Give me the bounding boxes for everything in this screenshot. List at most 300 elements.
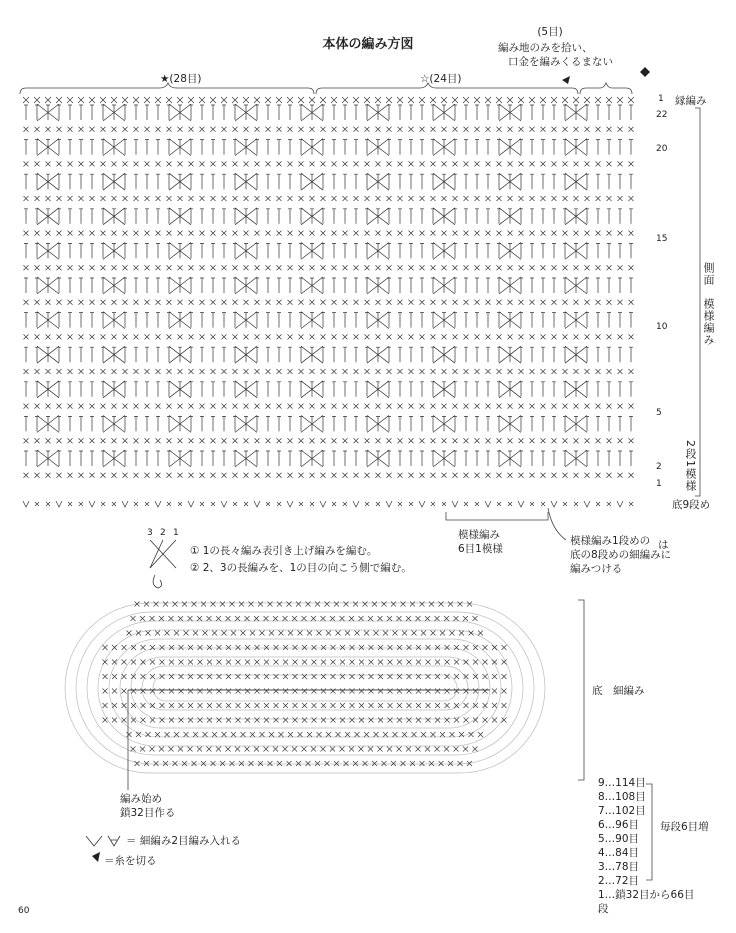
double-crochet-mark xyxy=(409,140,413,155)
single-crochet-mark xyxy=(279,732,284,737)
single-crochet-mark xyxy=(475,196,480,201)
double-crochet-mark xyxy=(486,209,490,224)
double-crochet-mark xyxy=(222,278,226,293)
single-crochet-mark xyxy=(431,334,436,339)
single-crochet-mark xyxy=(188,645,193,650)
double-crochet-mark xyxy=(563,140,567,155)
double-crochet-mark xyxy=(552,416,556,431)
double-crochet-mark xyxy=(409,313,413,328)
double-crochet-mark xyxy=(156,451,160,466)
single-crochet-mark xyxy=(629,334,634,339)
double-crochet-mark xyxy=(398,382,402,397)
double-crochet-mark xyxy=(134,347,138,362)
symbol-num-3: 3 xyxy=(147,528,153,538)
single-crochet-mark xyxy=(293,645,298,650)
single-crochet-mark xyxy=(321,334,326,339)
single-crochet-mark xyxy=(475,404,480,409)
double-crochet-mark xyxy=(530,243,534,258)
single-crochet-mark xyxy=(243,97,249,103)
single-crochet-mark xyxy=(519,161,524,166)
single-crochet-mark xyxy=(563,369,568,374)
double-crochet-mark xyxy=(211,105,215,120)
single-crochet-mark xyxy=(444,747,449,752)
round-5: 5…90目 xyxy=(598,833,640,845)
single-crochet-mark xyxy=(276,97,282,103)
symbol-note-2: ② 2、3の長編みを、1の目の向こう側で編む。 xyxy=(190,562,412,574)
double-crochet-mark xyxy=(409,209,413,224)
single-crochet-mark xyxy=(359,660,364,665)
double-crochet-mark xyxy=(134,243,138,258)
single-crochet-mark xyxy=(188,660,193,665)
double-crochet-mark xyxy=(90,313,94,328)
bottom-stitch-mark xyxy=(277,502,281,506)
double-crochet-mark xyxy=(277,416,281,431)
single-crochet-mark xyxy=(508,300,513,305)
single-crochet-mark xyxy=(200,404,205,409)
single-crochet-mark xyxy=(458,602,463,607)
double-crochet-mark xyxy=(453,243,457,258)
single-crochet-mark xyxy=(283,616,288,621)
bottom-stitch-mark xyxy=(320,501,326,507)
single-crochet-mark xyxy=(442,196,447,201)
bottom-stitch-mark xyxy=(244,502,248,506)
single-crochet-mark xyxy=(245,660,250,665)
double-crochet-mark xyxy=(541,451,545,466)
single-crochet-mark xyxy=(279,631,284,636)
double-crochet-mark xyxy=(541,347,545,362)
single-crochet-mark xyxy=(326,631,331,636)
bottom-stitch-mark xyxy=(89,501,95,507)
single-crochet-mark xyxy=(283,703,288,708)
single-crochet-mark xyxy=(365,473,370,478)
bottom-stitch-mark xyxy=(452,501,458,507)
single-crochet-mark xyxy=(101,404,106,409)
single-crochet-mark xyxy=(288,438,293,443)
legend-increase: ＝ 細編み2目編み入れる xyxy=(126,835,242,847)
single-crochet-mark xyxy=(409,231,414,236)
single-crochet-mark xyxy=(211,231,216,236)
increase-note: 毎段6目増 xyxy=(660,821,709,833)
single-crochet-mark xyxy=(56,97,62,103)
single-crochet-mark xyxy=(298,97,304,103)
double-crochet-mark xyxy=(101,382,105,397)
single-crochet-mark xyxy=(216,747,221,752)
single-crochet-mark xyxy=(288,732,293,737)
double-crochet-mark xyxy=(321,140,325,155)
double-crochet-mark xyxy=(24,209,28,224)
single-crochet-mark xyxy=(596,231,601,236)
double-crochet-mark xyxy=(211,451,215,466)
double-crochet-mark xyxy=(35,140,39,155)
single-crochet-mark xyxy=(378,645,383,650)
bottom-stitch-mark xyxy=(35,502,39,506)
double-crochet-mark xyxy=(563,313,567,328)
double-crochet-mark xyxy=(299,174,303,189)
single-crochet-mark xyxy=(497,196,502,201)
single-crochet-mark xyxy=(264,660,269,665)
double-crochet-mark xyxy=(343,174,347,189)
bottom-stitch-mark xyxy=(485,501,491,507)
double-crochet-mark xyxy=(497,313,501,328)
single-crochet-mark xyxy=(378,703,383,708)
single-crochet-mark xyxy=(122,97,128,103)
single-crochet-mark xyxy=(79,334,84,339)
single-crochet-mark xyxy=(112,265,117,270)
single-crochet-mark xyxy=(454,616,459,621)
double-crochet-mark xyxy=(618,416,622,431)
double-crochet-mark xyxy=(552,278,556,293)
stitch-symbol xyxy=(150,540,176,588)
single-crochet-mark xyxy=(68,265,73,270)
row-label-15: 15 xyxy=(656,234,668,244)
single-crochet-mark xyxy=(398,161,403,166)
single-crochet-mark xyxy=(340,689,345,694)
double-crochet-mark xyxy=(200,105,204,120)
double-crochet-mark xyxy=(189,174,193,189)
single-crochet-mark xyxy=(283,747,288,752)
single-crochet-mark xyxy=(431,127,436,132)
single-crochet-mark xyxy=(167,438,172,443)
single-crochet-mark xyxy=(607,231,612,236)
single-crochet-mark xyxy=(233,196,238,201)
single-crochet-mark xyxy=(463,747,468,752)
double-crochet-mark xyxy=(387,174,391,189)
double-crochet-mark xyxy=(596,140,600,155)
single-crochet-mark xyxy=(340,660,345,665)
single-crochet-mark xyxy=(393,631,398,636)
single-crochet-mark xyxy=(145,231,150,236)
double-crochet-mark xyxy=(585,174,589,189)
single-crochet-mark xyxy=(331,660,336,665)
single-crochet-mark xyxy=(530,438,535,443)
double-crochet-mark xyxy=(101,278,105,293)
single-crochet-mark xyxy=(292,747,297,752)
double-crochet-mark xyxy=(288,140,292,155)
single-crochet-mark xyxy=(178,161,183,166)
single-crochet-mark xyxy=(420,404,425,409)
single-crochet-mark xyxy=(552,196,557,201)
single-crochet-mark xyxy=(35,438,40,443)
single-crochet-mark xyxy=(79,265,84,270)
single-crochet-mark xyxy=(189,473,194,478)
single-crochet-mark xyxy=(245,747,250,752)
base-round-outline xyxy=(120,648,490,728)
single-crochet-mark xyxy=(46,161,51,166)
double-crochet-mark xyxy=(156,278,160,293)
single-crochet-mark xyxy=(235,747,240,752)
single-crochet-mark xyxy=(376,196,381,201)
single-crochet-mark xyxy=(441,97,447,103)
single-crochet-mark xyxy=(596,265,601,270)
double-crochet-mark xyxy=(200,174,204,189)
single-crochet-mark xyxy=(188,689,193,694)
single-crochet-mark xyxy=(197,616,202,621)
single-crochet-mark xyxy=(331,703,336,708)
double-crochet-mark xyxy=(629,105,633,120)
bottom-stitch-mark xyxy=(596,502,600,506)
single-crochet-mark xyxy=(90,231,95,236)
single-crochet-mark xyxy=(359,703,364,708)
single-crochet-mark xyxy=(255,703,260,708)
single-crochet-mark xyxy=(497,127,502,132)
double-crochet-mark xyxy=(321,382,325,397)
single-crochet-mark xyxy=(519,334,524,339)
double-crochet-mark xyxy=(365,243,369,258)
single-crochet-mark xyxy=(454,645,459,650)
single-crochet-mark xyxy=(103,674,108,679)
single-crochet-mark xyxy=(211,127,216,132)
row-label-20: 20 xyxy=(656,144,668,154)
double-crochet-mark xyxy=(596,382,600,397)
single-crochet-mark xyxy=(618,438,623,443)
double-crochet-mark xyxy=(596,278,600,293)
double-crochet-mark xyxy=(519,278,523,293)
double-crochet-mark xyxy=(486,105,490,120)
double-crochet-mark xyxy=(607,209,611,224)
double-crochet-mark xyxy=(57,140,61,155)
double-crochet-mark xyxy=(497,174,501,189)
attach-note-line3: 編みつける xyxy=(570,563,623,575)
bottom-stitch-mark xyxy=(541,502,545,506)
single-crochet-mark xyxy=(189,231,194,236)
double-crochet-mark xyxy=(222,243,226,258)
bottom-stitch-mark xyxy=(574,502,578,506)
double-crochet-mark xyxy=(123,243,127,258)
single-crochet-mark xyxy=(445,674,450,679)
single-crochet-mark xyxy=(255,438,260,443)
single-crochet-mark xyxy=(249,761,254,766)
single-crochet-mark xyxy=(101,231,106,236)
single-crochet-mark xyxy=(244,265,249,270)
single-crochet-mark xyxy=(134,127,139,132)
bottom-stitch-mark xyxy=(310,502,314,506)
double-crochet-mark xyxy=(299,278,303,293)
single-crochet-mark xyxy=(343,369,348,374)
single-crochet-mark xyxy=(233,334,238,339)
double-crochet-mark xyxy=(541,278,545,293)
double-crochet-mark xyxy=(387,313,391,328)
double-crochet-mark xyxy=(222,313,226,328)
single-crochet-mark xyxy=(618,404,623,409)
double-crochet-mark xyxy=(618,140,622,155)
single-crochet-mark xyxy=(502,703,507,708)
bottom-stitch-mark xyxy=(178,502,182,506)
single-crochet-mark xyxy=(24,231,29,236)
double-crochet-mark xyxy=(321,278,325,293)
double-crochet-mark xyxy=(607,382,611,397)
bottom-stitch-mark xyxy=(386,501,392,507)
double-crochet-mark xyxy=(420,416,424,431)
single-crochet-mark xyxy=(178,127,183,132)
single-crochet-mark xyxy=(112,718,117,723)
double-crochet-mark xyxy=(497,243,501,258)
single-crochet-mark xyxy=(585,161,590,166)
single-crochet-mark xyxy=(317,631,322,636)
bottom-stitch-mark xyxy=(442,502,446,506)
white-star-count-label: ☆(24目) xyxy=(420,73,462,85)
single-crochet-mark xyxy=(211,404,216,409)
single-crochet-mark xyxy=(618,231,623,236)
single-crochet-mark xyxy=(321,660,326,665)
single-crochet-mark xyxy=(317,732,322,737)
double-crochet-mark xyxy=(431,382,435,397)
double-crochet-mark xyxy=(530,209,534,224)
single-crochet-mark xyxy=(283,645,288,650)
single-crochet-mark xyxy=(420,231,425,236)
single-crochet-mark xyxy=(552,300,557,305)
single-crochet-mark xyxy=(464,438,469,443)
single-crochet-mark xyxy=(302,718,307,723)
single-crochet-mark xyxy=(492,703,497,708)
single-crochet-mark xyxy=(435,689,440,694)
single-crochet-mark xyxy=(264,703,269,708)
single-crochet-mark xyxy=(464,473,469,478)
single-crochet-mark xyxy=(416,689,421,694)
single-crochet-mark xyxy=(376,369,381,374)
single-crochet-mark xyxy=(46,369,51,374)
single-crochet-mark xyxy=(486,196,491,201)
single-crochet-mark xyxy=(388,689,393,694)
double-crochet-mark xyxy=(277,243,281,258)
single-crochet-mark xyxy=(435,660,440,665)
single-crochet-mark xyxy=(233,300,238,305)
double-crochet-mark xyxy=(57,313,61,328)
single-crochet-mark xyxy=(123,369,128,374)
single-crochet-mark xyxy=(519,231,524,236)
double-crochet-mark xyxy=(552,243,556,258)
double-crochet-mark xyxy=(35,347,39,362)
bottom-stitch-mark xyxy=(518,501,524,507)
single-crochet-mark xyxy=(211,300,216,305)
single-crochet-mark xyxy=(266,161,271,166)
double-crochet-mark xyxy=(585,278,589,293)
single-crochet-mark xyxy=(207,689,212,694)
single-crochet-mark xyxy=(321,473,326,478)
single-crochet-mark xyxy=(57,161,62,166)
single-crochet-mark xyxy=(207,718,212,723)
double-crochet-mark xyxy=(145,243,149,258)
bottom-stitch-mark xyxy=(155,501,161,507)
double-crochet-mark xyxy=(24,105,28,120)
single-crochet-mark xyxy=(231,631,236,636)
double-crochet-mark xyxy=(189,416,193,431)
double-crochet-mark xyxy=(24,451,28,466)
double-crochet-mark xyxy=(387,382,391,397)
single-crochet-mark xyxy=(365,196,370,201)
single-crochet-mark xyxy=(244,473,249,478)
double-crochet-mark xyxy=(453,209,457,224)
double-crochet-mark xyxy=(101,451,105,466)
single-crochet-mark xyxy=(464,645,469,650)
double-crochet-mark xyxy=(497,140,501,155)
single-crochet-mark xyxy=(450,732,455,737)
single-crochet-mark xyxy=(103,689,108,694)
single-crochet-mark xyxy=(354,300,359,305)
double-crochet-mark xyxy=(354,278,358,293)
single-crochet-mark xyxy=(453,161,458,166)
single-crochet-mark xyxy=(274,703,279,708)
single-crochet-mark xyxy=(169,689,174,694)
single-crochet-mark xyxy=(57,438,62,443)
single-crochet-mark xyxy=(376,438,381,443)
single-crochet-mark xyxy=(387,334,392,339)
single-crochet-mark xyxy=(541,127,546,132)
single-crochet-mark xyxy=(160,689,165,694)
double-crochet-mark xyxy=(607,451,611,466)
double-crochet-mark xyxy=(189,105,193,120)
single-crochet-mark xyxy=(530,404,535,409)
single-crochet-mark xyxy=(255,369,260,374)
single-crochet-mark xyxy=(79,127,84,132)
single-crochet-mark xyxy=(349,747,354,752)
double-crochet-mark xyxy=(453,313,457,328)
single-crochet-mark xyxy=(607,369,612,374)
double-crochet-mark xyxy=(222,416,226,431)
double-crochet-mark xyxy=(68,105,72,120)
single-crochet-mark xyxy=(440,631,445,636)
double-crochet-mark xyxy=(475,105,479,120)
single-crochet-mark xyxy=(79,473,84,478)
single-crochet-mark xyxy=(618,161,623,166)
double-crochet-mark xyxy=(519,209,523,224)
double-crochet-mark xyxy=(277,382,281,397)
single-crochet-mark xyxy=(497,438,502,443)
single-crochet-mark xyxy=(277,334,282,339)
double-crochet-mark xyxy=(123,140,127,155)
double-crochet-mark xyxy=(420,347,424,362)
double-crochet-mark xyxy=(475,243,479,258)
single-crochet-mark xyxy=(222,161,227,166)
double-crochet-mark xyxy=(343,347,347,362)
double-crochet-mark xyxy=(266,174,270,189)
double-crochet-mark xyxy=(475,451,479,466)
single-crochet-mark xyxy=(388,660,393,665)
single-crochet-mark xyxy=(475,127,480,132)
single-crochet-mark xyxy=(382,761,387,766)
single-crochet-mark xyxy=(288,369,293,374)
single-crochet-mark xyxy=(123,127,128,132)
double-crochet-mark xyxy=(123,382,127,397)
single-crochet-mark xyxy=(508,438,513,443)
single-crochet-mark xyxy=(299,231,304,236)
single-crochet-mark xyxy=(122,660,127,665)
single-crochet-mark xyxy=(473,616,478,621)
single-crochet-mark xyxy=(574,161,579,166)
double-crochet-mark xyxy=(299,140,303,155)
single-crochet-mark xyxy=(431,265,436,270)
double-crochet-mark xyxy=(475,313,479,328)
single-crochet-mark xyxy=(211,473,216,478)
single-crochet-mark xyxy=(159,616,164,621)
double-crochet-mark xyxy=(79,278,83,293)
double-crochet-mark xyxy=(464,347,468,362)
single-crochet-mark xyxy=(222,265,227,270)
double-crochet-mark xyxy=(365,313,369,328)
double-crochet-mark xyxy=(123,209,127,224)
single-crochet-mark xyxy=(123,438,128,443)
single-crochet-mark xyxy=(321,703,326,708)
single-crochet-mark xyxy=(464,300,469,305)
single-crochet-mark xyxy=(155,732,160,737)
single-crochet-mark xyxy=(68,438,73,443)
single-crochet-mark xyxy=(497,300,502,305)
double-crochet-mark xyxy=(486,243,490,258)
single-crochet-mark xyxy=(473,689,478,694)
single-crochet-mark xyxy=(439,761,444,766)
double-crochet-mark xyxy=(233,416,237,431)
single-crochet-mark xyxy=(255,265,260,270)
single-crochet-mark xyxy=(431,732,436,737)
